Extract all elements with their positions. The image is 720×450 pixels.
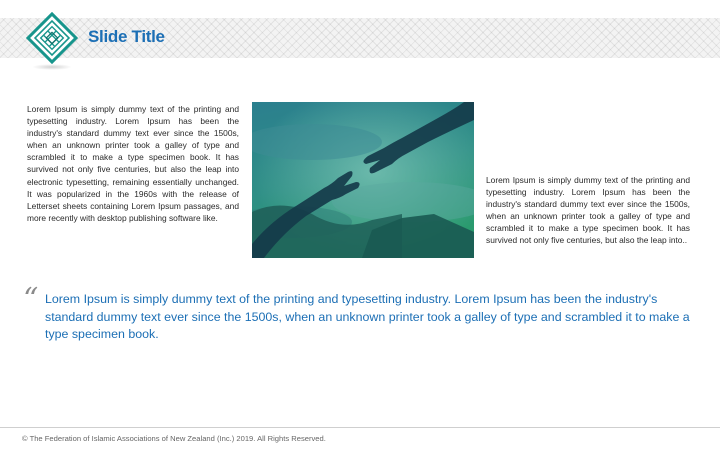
- reaching-hands-photo: [252, 102, 474, 258]
- quote-text: Lorem Ipsum is simply dummy text of the printing and typesetting industry. Lorem Ipsum has been the industry's standard dummy text ever since the 1500s, when an unknown printer took a galley of type and scrambled it to make a type specimen book.: [45, 292, 690, 341]
- organization-logo-icon: [26, 12, 78, 64]
- logo-shadow: [32, 64, 72, 70]
- left-paragraph: Lorem Ipsum is simply dummy text of the printing and typesetting industry. Lorem Ipsum has been the industry's standard dummy text ever since the 1500s, when an unknown printer took a galley of type and scrambled it to make a type specimen book. It has survived not only five centuries, but also the leap into electronic typesetting, remaining essentially unchanged. It was popularized in the 1960s with the release of Letterset sheets containing Lorem Ipsum passages, and more recently with desktop publishing software like.: [27, 104, 239, 223]
- footer-divider: [0, 427, 720, 428]
- quote-mark-icon: “: [23, 282, 39, 317]
- right-paragraph: Lorem Ipsum is simply dummy text of the printing and typesetting industry. Lorem Ipsum has been the industry's standard dummy text ever since the 1500s, when an unknown printer took a galley of type and scrambled it to make a type specimen book. It has survived not only five centuries, but also the leap into..: [486, 175, 690, 246]
- slide-title: Slide Title: [88, 27, 165, 46]
- footer-copyright: © The Federation of Islamic Associations of New Zealand (Inc.) 2019. All Rights Reserved.: [22, 434, 326, 443]
